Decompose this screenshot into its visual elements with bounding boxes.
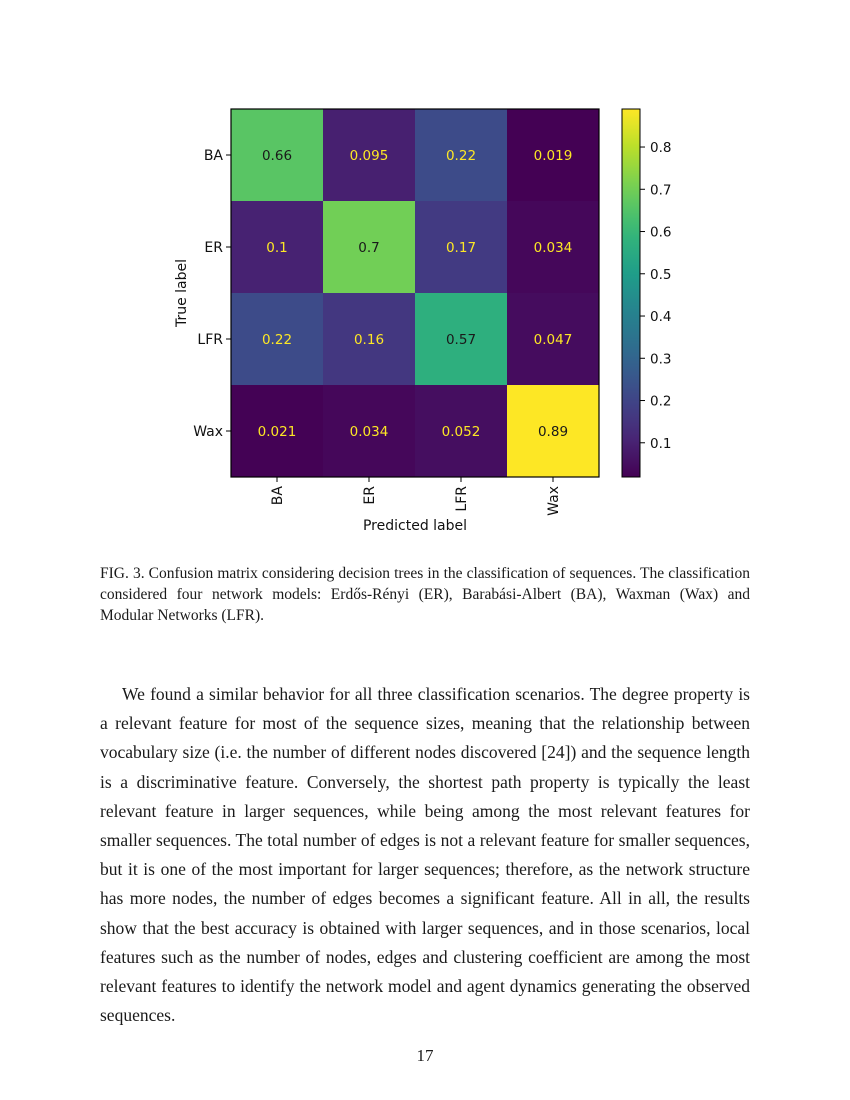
colorbar-tick-label: 0.8 [650,140,672,157]
cell-value-label: 0.034 [349,424,389,440]
colorbar-tick-label: 0.7 [650,182,672,199]
cell-value-label: 0.052 [441,424,481,440]
cell-value-label: 0.019 [533,148,573,164]
figure-caption: FIG. 3. Confusion matrix considering decision trees in the classification of sequences. The classification considered four network models: Erdős-Rényi (ER), Barabási-Albert (BA), Waxman (Wax) and Modular Networks (LFR). [100,565,750,624]
colorbar-tick-label: 0.3 [650,351,672,368]
x-tick-label: ER [362,486,378,505]
colorbar-tick-label: 0.2 [650,393,672,410]
x-tick-label: Wax [546,486,562,516]
cell-value-label: 0.22 [261,332,293,348]
colorbar-tick-label: 0.1 [650,435,672,452]
y-tick-label: BA [203,148,223,164]
colorbar-tick-label: 0.6 [650,224,672,241]
page-number: 17 [416,1046,434,1065]
cell-value-label: 0.22 [445,148,477,164]
cell-value-label: 0.17 [445,240,477,256]
y-axis-label: True label [174,258,190,328]
y-tick-label: ER [204,240,223,256]
y-tick-label: Wax [193,424,223,440]
cell-value-label: 0.095 [349,148,389,164]
cell-value-label: 0.89 [537,424,569,440]
cell-value-label: 0.7 [358,240,380,256]
body-paragraph: We found a similar behavior for all three classification scenarios. The degree property is a relevant feature for most of the sequence sizes, meaning that the relationship between vocabulary size (i.e. the number of different nodes discovered [24]) and the sequence length is a discriminative feature. Conversely, the shortest path property is typically the least relevant feature in larger sequences, while being among the most relevant features for smaller sequences. The total number of edges is not a relevant feature for smaller sequences, but it is one of the most important for larger sequences; therefore, as the network structure has more nodes, the number of edges becomes a significant feature. All in all, the results show that the best accuracy is obtained with larger sequences, and in those scenarios, local features such as the number of nodes, edges and clustering coefficient are among the most relevant features to identify the network model and agent dynamics generating the observed sequences. [100,684,750,1026]
y-tick-label: LFR [197,332,223,348]
x-tick-label: LFR [454,486,470,512]
cell-value-label: 0.57 [445,332,477,348]
colorbar-tick-label: 0.5 [650,266,672,283]
x-tick-label: BA [270,486,286,506]
cell-value-label: 0.047 [533,332,573,348]
cell-value-label: 0.034 [533,240,573,256]
cell-value-label: 0.16 [353,332,385,348]
colorbar-tick-label: 0.4 [650,309,672,326]
cell-value-label: 0.1 [266,240,288,256]
x-axis-label: Predicted label [362,518,468,534]
cell-value-label: 0.66 [261,148,293,164]
colorbar [622,109,640,477]
cell-value-label: 0.021 [257,424,297,440]
